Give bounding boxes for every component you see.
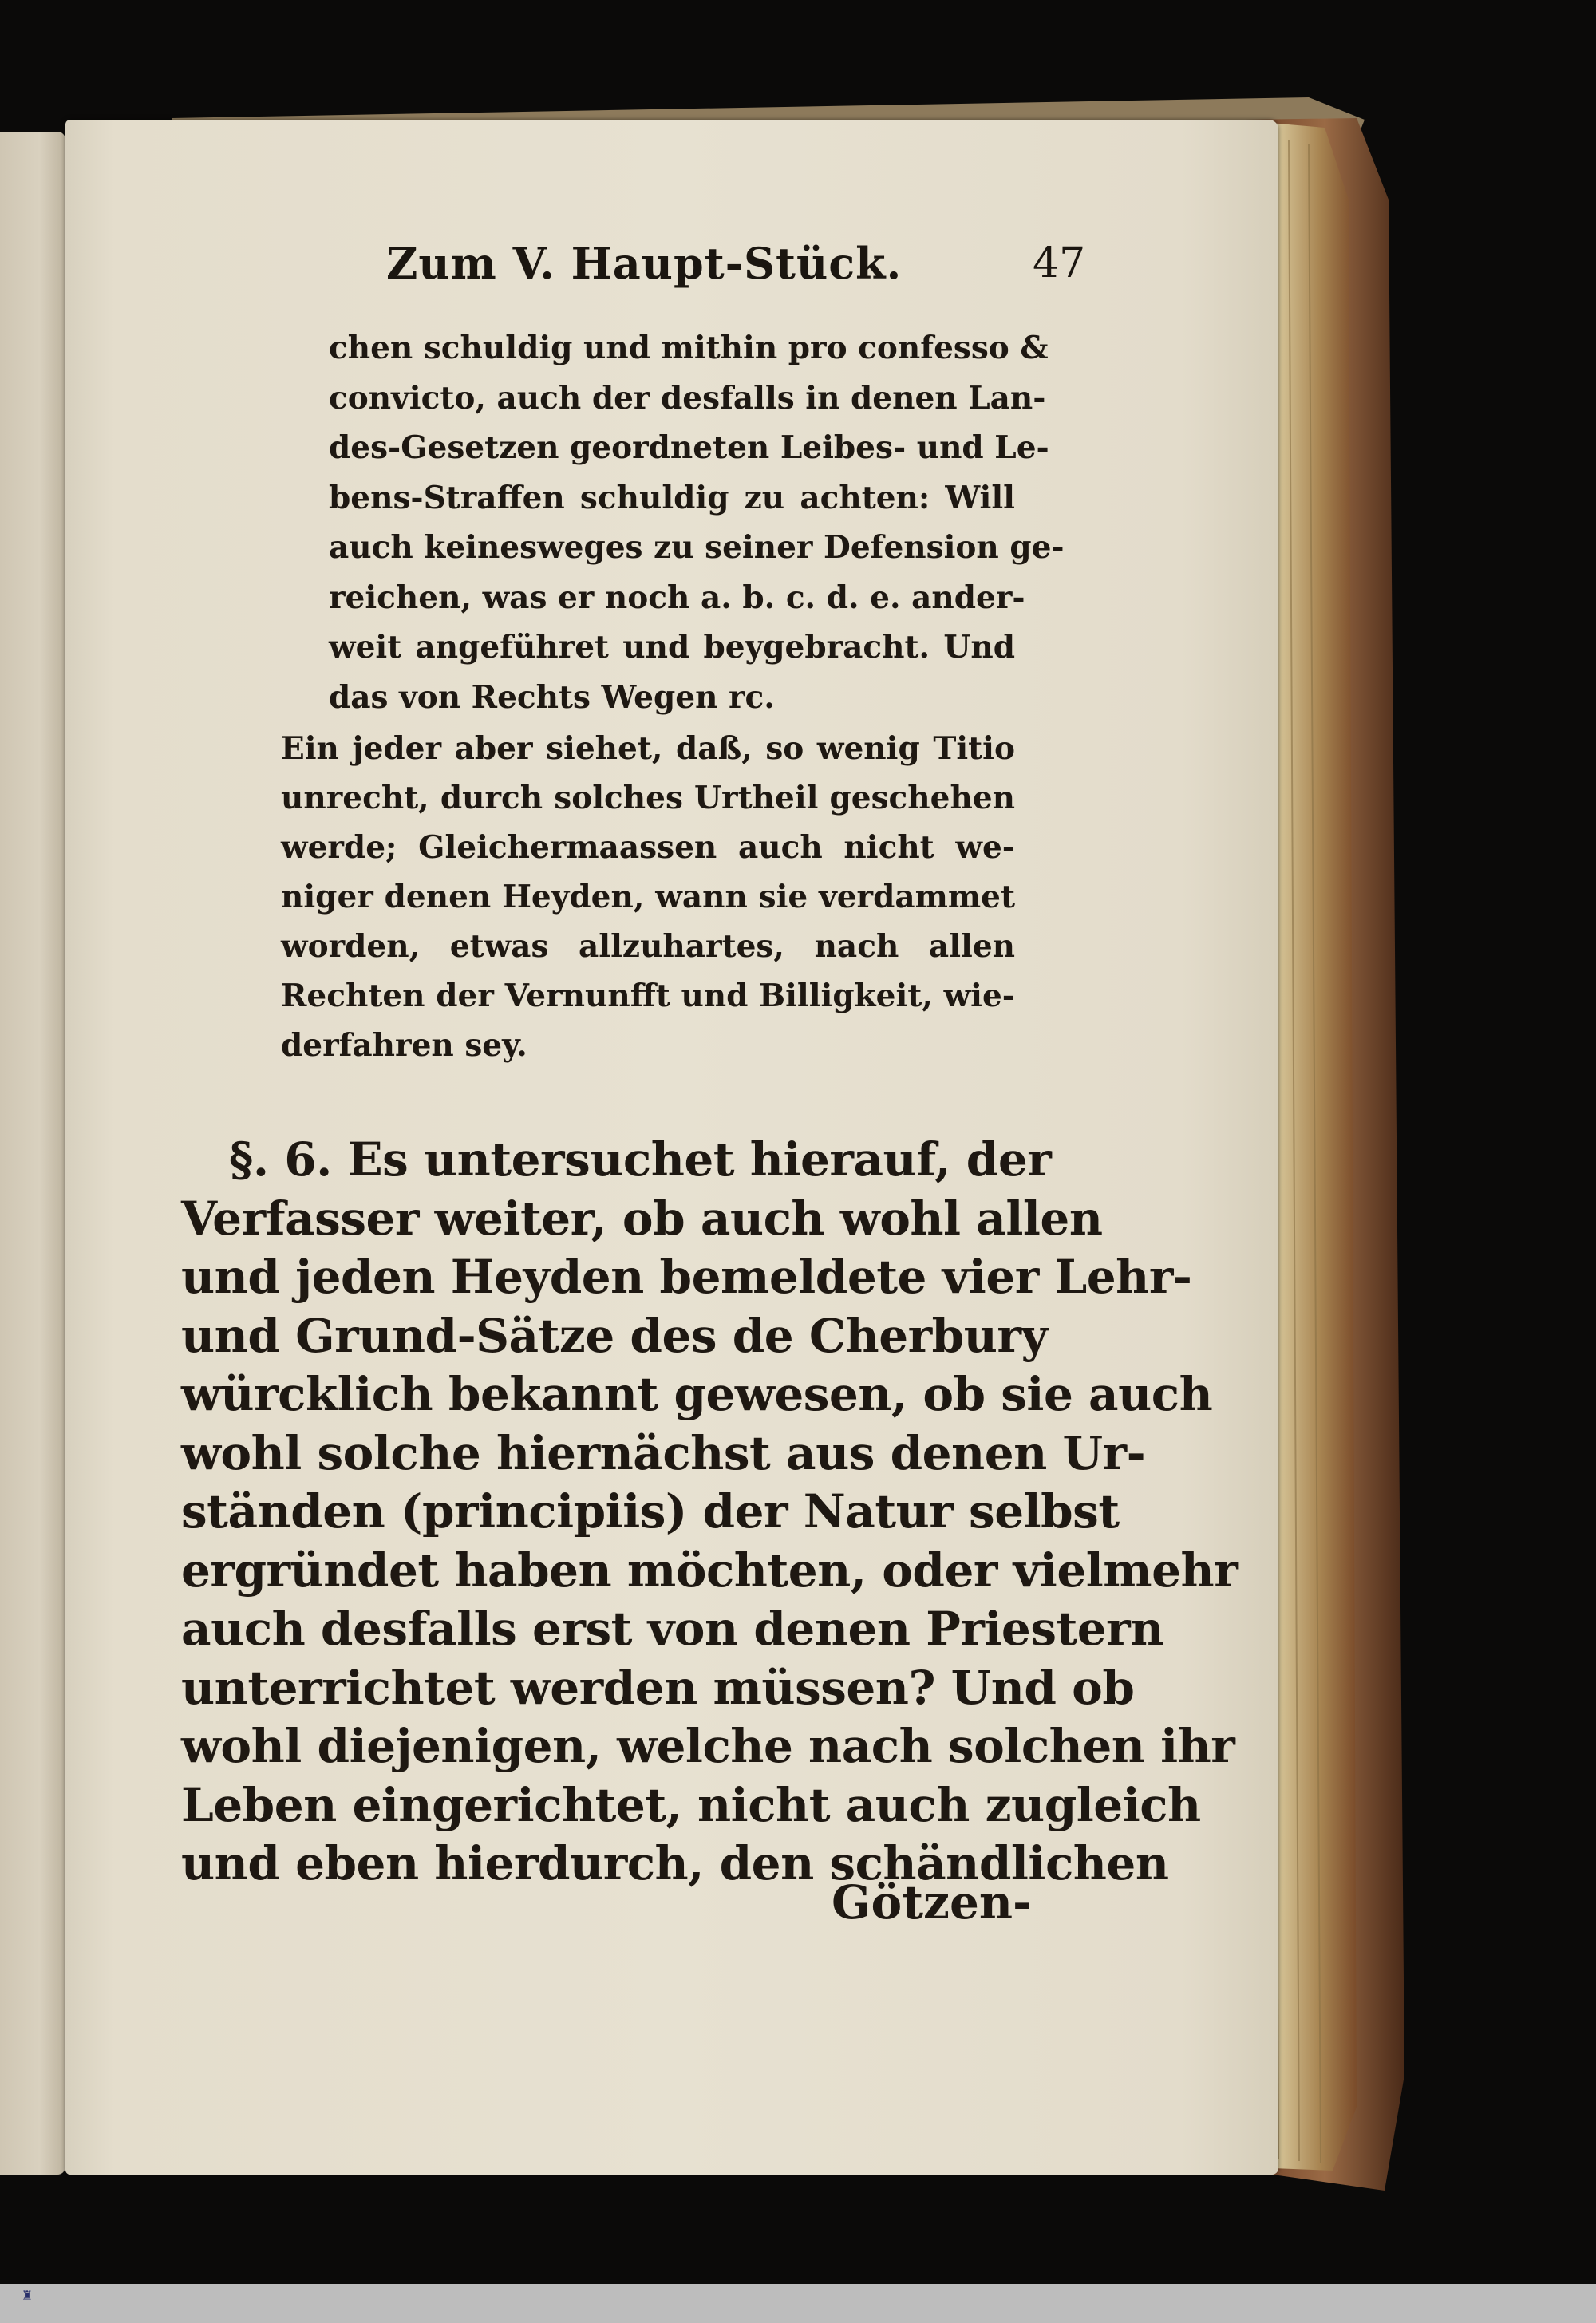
text-line: unrecht, durch solches Urtheil geschehen xyxy=(281,780,1015,816)
page-number: 47 xyxy=(1033,239,1086,287)
text-line: und Grund-Sätze des de Cherbury xyxy=(181,1308,1048,1363)
text-line: Ein jeder aber siehet, daß, so wenig Titio xyxy=(281,730,1015,767)
text-line: ergründet haben möchten, oder vielmehr xyxy=(181,1543,1238,1598)
text-line: chen schuldig und mithin pro confesso & xyxy=(329,330,1049,366)
text-line: unterrichtet werden müssen? Und ob xyxy=(181,1660,1135,1715)
text-line: ständen (principiis) der Natur selbst xyxy=(181,1484,1120,1539)
book-page xyxy=(65,120,1278,2175)
text-line: worden, etwas allzuhartes, nach allen xyxy=(281,928,1015,965)
text-line: §. 6. Es untersuchet hierauf, der xyxy=(229,1132,1052,1187)
text-line: werde; Gleichermaassen auch nicht we- xyxy=(281,829,1015,866)
text-line: Rechten der Vernunfft und Billigkeit, wie- xyxy=(281,978,1015,1014)
text-line: würcklich bekannt gewesen, ob sie auch xyxy=(181,1367,1213,1421)
text-line: und jeden Heyden bemeldete vier Lehr- xyxy=(181,1250,1192,1304)
running-title: Zum V. Haupt-Stück. xyxy=(386,238,903,289)
text-line: Leben eingerichtet, nicht auch zugleich xyxy=(181,1777,1201,1832)
text-line: bens-Straffen schuldig zu achten: Will xyxy=(329,479,1015,516)
text-line: des-Gesetzen geordneten Leibes- und Le- xyxy=(329,429,1049,466)
viewer-bottom-bar xyxy=(0,2284,1596,2323)
catchword: Götzen- xyxy=(832,1875,1033,1930)
page-text xyxy=(65,120,1278,2175)
text-line: weit angeführet und beygebracht. Und xyxy=(329,629,1015,666)
paragraph-section-6 xyxy=(181,1131,1238,1894)
text-line: derfahren sey. xyxy=(281,1027,527,1064)
paragraph-commentary xyxy=(281,724,1015,1070)
text-line: das von Rechts Wegen rc. xyxy=(329,678,775,716)
paragraph-verdict-end xyxy=(329,323,1065,722)
text-line: wohl solche hiernächst aus denen Ur- xyxy=(181,1425,1146,1480)
text-line: niger denen Heyden, wann sie verdammet xyxy=(281,879,1015,915)
text-line: und eben hierdurch, den schändlichen xyxy=(181,1836,1169,1890)
facing-page-edge xyxy=(0,132,65,2175)
page-header xyxy=(386,238,1104,302)
text-line: Verfasser weiter, ob auch wohl allen xyxy=(181,1191,1103,1246)
library-logo-icon: ♜ xyxy=(21,2288,34,2303)
text-line: convicto, auch der desfalls in denen Lan- xyxy=(329,379,1046,417)
text-line: auch desfalls erst von denen Priestern xyxy=(181,1602,1163,1656)
text-line: wohl diejenigen, welche nach solchen ihr xyxy=(181,1719,1235,1773)
text-line: reichen, was er noch a. b. c. d. e. ander- xyxy=(329,579,1025,616)
text-line: auch keinesweges zu seiner Defension ge- xyxy=(329,529,1065,566)
